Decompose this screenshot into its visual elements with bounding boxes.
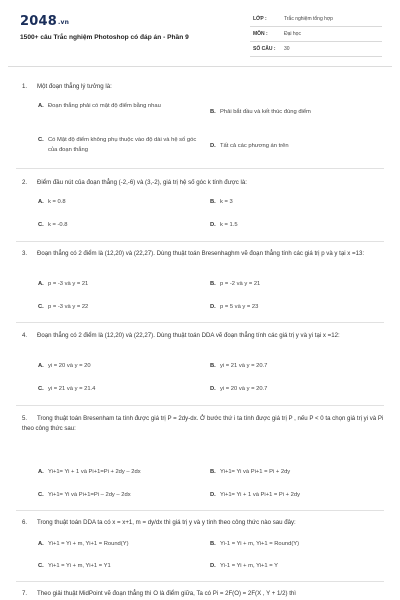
meta-label: MÔN : xyxy=(253,31,268,37)
meta-value: Trắc nghiệm tổng hợp xyxy=(284,16,333,22)
option-letter: C. xyxy=(38,386,44,392)
option-text: Yi+1= Yi và Pi+1=Pi – 2dy – 2dx xyxy=(48,492,131,498)
option-letter: C. xyxy=(38,492,44,498)
option-text: Phải bắt đầu và kết thúc đúng điểm xyxy=(220,109,311,115)
question-text xyxy=(22,249,392,259)
question-number: 7. xyxy=(22,590,28,597)
option-letter: C. xyxy=(38,563,44,569)
question-number: 4. xyxy=(22,332,28,339)
option-letter: B. xyxy=(210,541,216,547)
option-text: p = 5 và y = 23 xyxy=(220,304,259,310)
question-separator xyxy=(16,510,384,511)
option-text: k = 3 xyxy=(220,199,233,205)
option-text: p = -3 và y = 22 xyxy=(48,304,89,310)
question-separator xyxy=(16,581,384,582)
question-separator xyxy=(16,241,384,242)
question-body: Trong thuật toán Bresenham ta tính được giá trị P = 2dy-dx. Ở bước thứ i ta tính được giá trị P , nếu P < 0 ta chọn giá trị yi và Pi theo công thức sau: xyxy=(22,415,384,432)
option-text: Yi+1 = Yi + m, Yi+1 = Y1 xyxy=(48,563,111,569)
option-letter: A. xyxy=(38,199,44,205)
option-text: yi = 21 và y = 20.7 xyxy=(220,363,268,369)
option-letter: D. xyxy=(210,386,216,392)
option-letter: A. xyxy=(38,103,44,109)
meta-row-count xyxy=(250,42,382,57)
question-text xyxy=(22,331,392,341)
option-letter: D. xyxy=(210,222,216,228)
meta-label: SỐ CÂU : xyxy=(253,46,276,52)
option-letter: C. xyxy=(38,222,44,228)
option-text: Yi-1 = Yi + m, Yi+1 = Round(Y) xyxy=(220,541,300,547)
meta-row-subject xyxy=(250,27,382,42)
option-letter: A. xyxy=(38,469,44,475)
question-number: 5. xyxy=(22,415,28,422)
logo-suffix-text: .vn xyxy=(57,19,70,26)
option-text: yi = 20 và y = 20.7 xyxy=(220,386,268,392)
option-text: Yi+1 = Yi + m, Yi+1 = Round(Y) xyxy=(48,541,129,547)
option-letter: B. xyxy=(210,109,216,115)
option-text: yi = 21 và y = 21.4 xyxy=(48,386,96,392)
option-letter: A. xyxy=(38,363,44,369)
option-text: p = -2 và y = 21 xyxy=(220,281,261,287)
question-body: Điểm đầu nút của đoạn thẳng (-2,-6) và (3,-2), giá trị hệ số góc k tính được là: xyxy=(37,179,247,186)
option-text: Yi+1= Yi + 1 và Pi+1 = Pi + 2dy xyxy=(220,492,301,498)
question-body: Trong thuật toán DDA ta có x = x+1, m = dy/dx thì giá trị y và y tính theo công thức nào sau đây: xyxy=(37,519,296,526)
option-text: Tất cả các phương án trên xyxy=(220,143,289,149)
question-text xyxy=(22,589,392,599)
question-body: Theo giải thuật MidPoint vẽ đoạn thẳng thì O là điểm giữa, Ta có Pi = 2F(O) = 2F(X , Y + 1/2) thì xyxy=(37,590,296,597)
option-letter: B. xyxy=(210,363,216,369)
header-divider xyxy=(8,66,392,67)
document-header xyxy=(0,0,400,64)
option-text: yi = 20 và y = 20 xyxy=(48,363,91,369)
question-text xyxy=(22,518,392,528)
logo-main-text: 2048 xyxy=(20,14,57,29)
document-title: 1500+ câu Trắc nghiệm Photoshop có đáp án - Phần 9 xyxy=(20,34,189,41)
question-separator xyxy=(16,322,384,323)
site-logo[interactable] xyxy=(20,14,69,29)
option-text: Yi+1= Yi và Pi+1 = Pi + 2dy xyxy=(220,469,291,475)
option-letter: D. xyxy=(210,492,216,498)
meta-table xyxy=(250,12,382,57)
question-text xyxy=(22,414,392,434)
question-text xyxy=(22,178,392,188)
option-letter: A. xyxy=(38,541,44,547)
option-text: k = -0.8 xyxy=(48,222,68,228)
option-text: k = 1.5 xyxy=(220,222,238,228)
option-letter: D. xyxy=(210,304,216,310)
question-body: Một đoạn thẳng lý tưởng là: xyxy=(37,83,112,90)
meta-value: Đại học xyxy=(284,31,301,37)
option-letter: D. xyxy=(210,143,216,149)
question-body: Đoạn thẳng có 2 điểm là (12,20) và (22,27). Dùng thuật toán Bresenhaghm vẽ đoạn thẳng tính các giá trị p và y tại x =13: xyxy=(37,250,365,257)
question-number: 2. xyxy=(22,179,28,186)
meta-row-class xyxy=(250,12,382,27)
meta-value: 30 xyxy=(284,46,290,52)
question-separator xyxy=(16,405,384,406)
option-text: Có Mật độ điểm không phụ thuộc vào độ dài và hệ số góc của đoạn thẳng xyxy=(48,137,197,153)
option-letter: B. xyxy=(210,281,216,287)
question-number: 6. xyxy=(22,519,28,526)
question-separator xyxy=(16,168,384,169)
question-body: Đoạn thẳng có 2 điểm là (12,20) và (22,27). Dùng thuật toán DDA vẽ đoạn thẳng tính các giá trị y và yi tại x =12: xyxy=(37,332,340,339)
option-letter: B. xyxy=(210,469,216,475)
option-letter: C. xyxy=(38,304,44,310)
question-text xyxy=(22,82,392,92)
option-letter: C. xyxy=(38,137,44,143)
option-letter: A. xyxy=(38,281,44,287)
option-letter: B. xyxy=(210,199,216,205)
option-text: k = 0.8 xyxy=(48,199,66,205)
option-text: Yi-1 = Yi + m, Yi+1 = Y xyxy=(220,563,279,569)
option-text: Đoạn thẳng phải có mật độ điểm bằng nhau xyxy=(48,103,161,109)
option-text: p = -3 và y = 21 xyxy=(48,281,89,287)
meta-label: LỚP : xyxy=(253,16,267,22)
question-number: 3. xyxy=(22,250,28,257)
question-number: 1. xyxy=(22,83,28,90)
option-text: Yi+1= Yi + 1 và Pi+1=Pi + 2dy – 2dx xyxy=(48,469,141,475)
option-letter: D. xyxy=(210,563,216,569)
